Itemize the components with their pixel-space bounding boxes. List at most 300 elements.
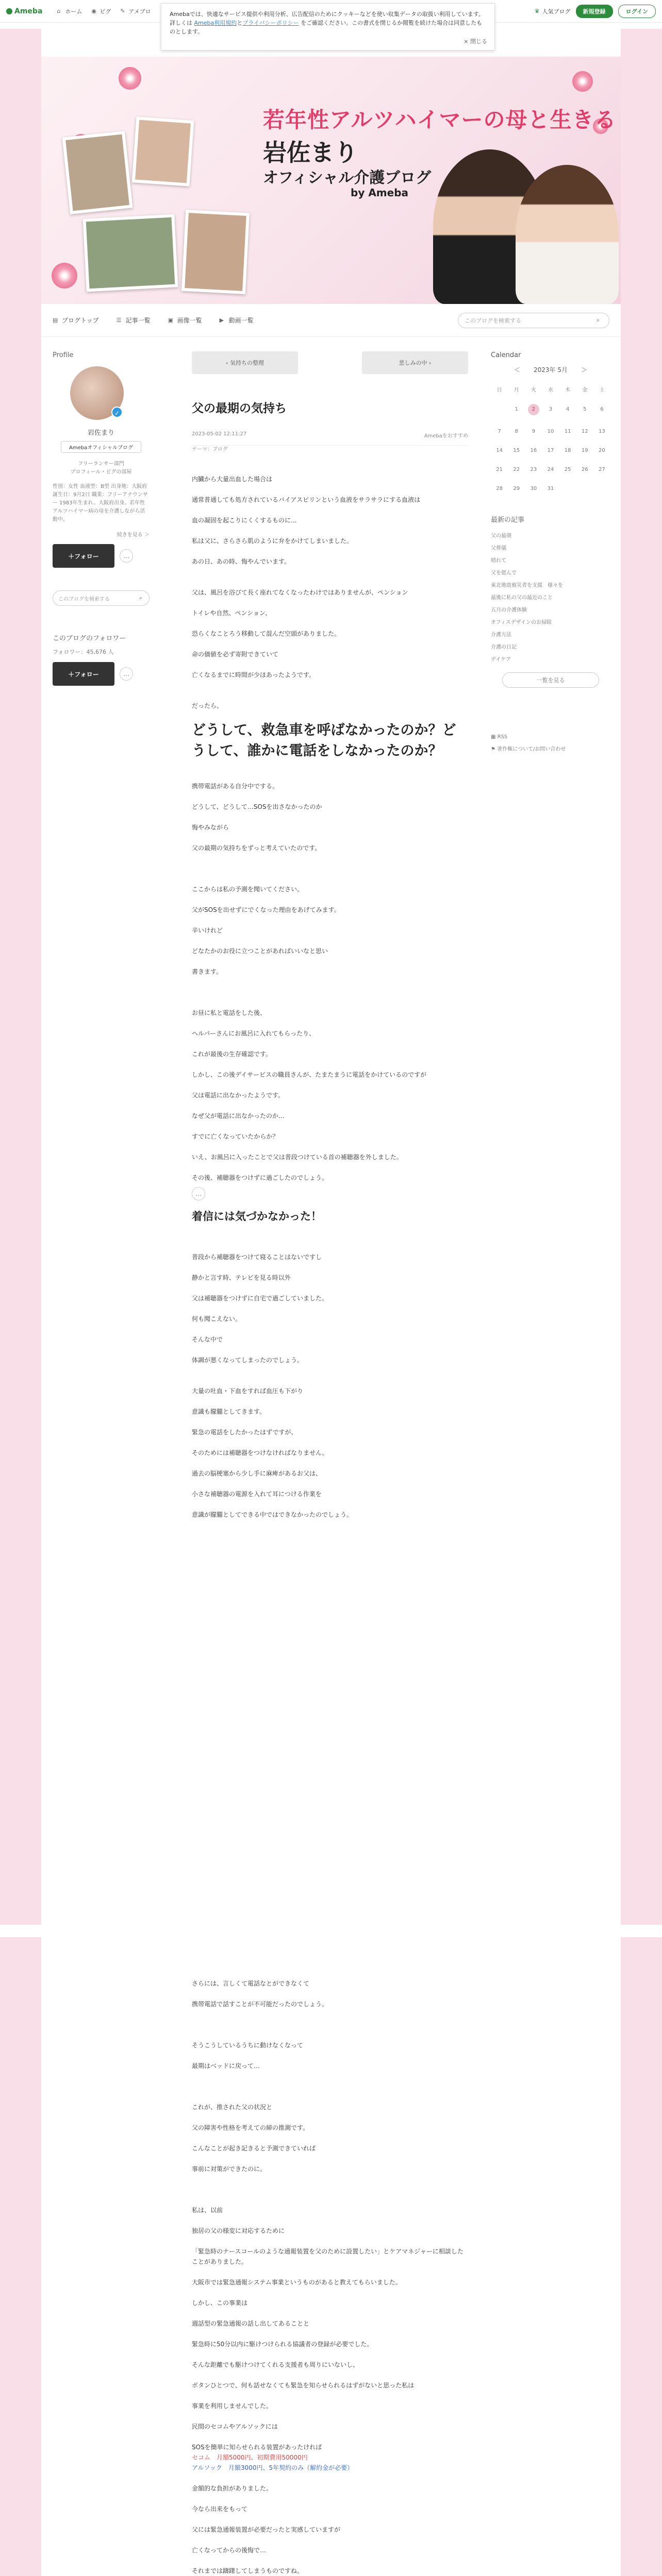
calendar-prev-button[interactable]: ＜ <box>514 366 520 374</box>
article-paragraph: ヘルパーさんにお風呂に入れてもらったり、 <box>192 1030 316 1037</box>
article-paragraph <box>192 936 468 946</box>
article-paragraph: 小さな補聴器の電源を入れて耳につける作業を <box>192 1490 322 1498</box>
article-paragraph: それまでは躊躇してしまうものですね。 <box>192 2567 304 2574</box>
article-paragraph: 大量の吐血・下血をすれば血圧も下がり <box>192 1387 304 1395</box>
popular-blog-link[interactable]: ♛ 人気ブログ <box>534 7 571 15</box>
calendar-weekday: 火 <box>531 387 536 393</box>
article-paragraph <box>192 1080 468 1090</box>
calendar-day-label: 10 <box>547 429 554 434</box>
article-paragraph <box>192 2555 468 2566</box>
article-paragraph <box>192 2215 468 2226</box>
prev-article-button[interactable]: ‹ 気持ちの整理 <box>192 351 298 374</box>
article-paragraph <box>192 987 468 997</box>
article-paragraph <box>192 2308 468 2318</box>
article-meta <box>192 431 468 446</box>
article-paragraph <box>192 1121 468 1131</box>
calendar-day[interactable] <box>593 429 610 434</box>
blossom-decoration <box>52 263 77 289</box>
article-paragraph: そんな中で <box>192 1336 223 1343</box>
header-tagline: 若年性アルツハイマーの母と生きる <box>263 107 617 132</box>
calendar-day[interactable] <box>508 467 525 472</box>
article-paragraph <box>192 1039 468 1049</box>
nav-ameblo[interactable]: ✎ アメブロ <box>120 7 151 15</box>
article-paragraph: 命の価値を必ず寄附できていて <box>192 651 279 658</box>
calendar-day[interactable] <box>576 429 593 434</box>
calendar-day[interactable] <box>593 406 610 415</box>
header-subtitle: オフィシャル介護ブログ <box>263 169 432 187</box>
article-paragraph <box>192 833 468 843</box>
calendar-day <box>593 486 610 492</box>
article-paragraph <box>192 812 468 822</box>
video-icon: ▶ <box>219 316 224 324</box>
article-section-5 <box>192 2473 468 2576</box>
article-paragraph: 書きます。 <box>192 968 223 975</box>
article-heading: どうして、救急車を呼ばなかったのか？どうして、誰かに電話をしなかったのか？ <box>192 722 456 759</box>
article-paragraph: だったら、 <box>192 702 223 709</box>
article-paragraph: ボタンひとつで、何も話せなくても緊急を知らせられるはずがないと思った私は <box>192 2382 415 2389</box>
nav-video-list[interactable]: ▶ 動画一覧 <box>219 316 254 324</box>
article-paragraph <box>192 639 468 649</box>
calendar-day[interactable] <box>559 448 576 453</box>
article-paragraph: 民間のセコムやアルソックには <box>192 2423 278 2430</box>
article-paragraph: 週話型の緊急通報の話し出してあることと <box>192 2320 310 2327</box>
calendar-day[interactable] <box>593 467 610 472</box>
calendar-day[interactable] <box>491 448 508 453</box>
follow-button[interactable]: ＋フォロー <box>53 544 114 568</box>
article-title[interactable]: 父の最期の気持ち <box>192 402 287 415</box>
nav-entry-list[interactable]: ☰ 記事一覧 <box>116 316 151 324</box>
article-paragraph: しかし、この後デイサービスの職員さんが、たまたまうに電話をかけているのですが <box>192 1071 427 1078</box>
calendar-day-label: 15 <box>513 448 520 453</box>
blog-container <box>41 29 621 1925</box>
follow-row <box>53 544 150 568</box>
calendar-day-label: 31 <box>547 486 554 492</box>
article-pager <box>192 351 468 374</box>
calendar-day-label: 28 <box>496 486 503 492</box>
article-paragraph: 緊急時に50分以内に駆けつけられる協議者の登録が必要でした。 <box>192 2341 373 2348</box>
article-paragraph <box>192 997 468 1008</box>
article-paragraph <box>192 659 468 670</box>
article-paragraph: その後、補聴器をつけずに過ごしたのでしょう。 <box>192 1174 328 1181</box>
rss-icon: ▦ <box>491 734 498 740</box>
calendar-day[interactable] <box>525 467 542 472</box>
calendar-weekday: 水 <box>548 387 553 393</box>
blog-search-input[interactable]: このブログを検索する ⌕ <box>458 313 609 328</box>
calendar-day[interactable] <box>491 429 508 434</box>
nav-blog-top[interactable]: ▤ ブログトップ <box>53 316 99 324</box>
avatar[interactable] <box>70 366 124 420</box>
article-paragraph <box>192 2174 468 2184</box>
article-paragraph: 事業を利用しませんでした。 <box>192 2402 273 2410</box>
calendar-day[interactable] <box>525 486 542 492</box>
article-paragraph <box>192 2535 468 2545</box>
calendar-day[interactable] <box>525 448 542 453</box>
calendar-day-label: 1 <box>515 406 518 412</box>
article-continued <box>192 1978 468 2576</box>
nav-pigg[interactable]: ◉ ピグ <box>91 7 111 15</box>
article-paragraph: 父は、風呂を浴びて長く座れてなくなったわけではありませんが、ペンション <box>192 589 408 596</box>
article-paragraph <box>192 1345 468 1355</box>
article-paragraph: SOSを簡単に知らせられる装置があったければ <box>192 2444 322 2451</box>
calendar-day-label: 6 <box>600 406 604 412</box>
article-paragraph: 普段から補聴器をつけて寝ることはないですし <box>192 1253 322 1261</box>
article-paragraph: 体調が悪くなってしまったのでしょう。 <box>192 1357 304 1364</box>
rss-link[interactable]: ▦ RSS <box>491 734 508 740</box>
terms-link[interactable]: Ameba利用規約 <box>194 20 237 26</box>
article-paragraph <box>192 2349 468 2360</box>
article-paragraph <box>192 1303 468 1314</box>
recent-entry-link[interactable]: 父葬儀 <box>491 546 506 551</box>
article-paragraph <box>192 2236 468 2246</box>
calendar-day[interactable] <box>525 406 542 415</box>
calendar-day[interactable] <box>576 406 593 415</box>
article-paragraph: こんなことが起き記きると予測できていれば <box>192 2145 316 2152</box>
article-paragraph <box>192 2494 468 2504</box>
article-paragraph: 父がSOSを出せずにでくなった理由をあげてみます。 <box>192 906 340 913</box>
article-paragraph <box>192 977 468 987</box>
chevron-right-icon: › <box>427 359 432 366</box>
article-paragraph: しかし、この事業は <box>192 2299 248 2307</box>
article-section-3 <box>192 1231 468 1520</box>
article-paragraph <box>192 1458 468 1468</box>
article-paragraph <box>192 1365 468 1376</box>
article-paragraph: どうして、どうして…SOSを出さなかったのか <box>192 803 322 810</box>
article-paragraph: 父の最期の気持ちをずっと考えていたのです。 <box>192 844 321 852</box>
left-sidebar <box>53 351 150 686</box>
signup-button[interactable]: 新規登録 <box>576 5 613 18</box>
article-paragraph <box>192 505 468 515</box>
article-paragraph: 事前に対策ができたのに。 <box>192 2165 267 2173</box>
recent-entry-link[interactable]: 父の最期 <box>491 533 511 539</box>
flag-icon: ⚑ <box>491 747 498 752</box>
nav-image-list[interactable]: ▣ 画像一覧 <box>168 316 202 324</box>
article-paragraph <box>192 1989 468 1999</box>
report-link[interactable]: ⚑ 著作権について/お問い合わせ <box>491 747 566 752</box>
blog-icon: ✎ <box>120 7 125 14</box>
author-portrait <box>516 165 619 304</box>
recent-entry-link[interactable]: デイケア <box>491 657 511 663</box>
calendar-grid <box>491 385 610 492</box>
global-nav <box>57 7 151 15</box>
article-paragraph <box>192 2184 468 2195</box>
article-body-continued <box>192 1978 468 2576</box>
article-theme[interactable]: テーマ：ブログ <box>192 447 228 452</box>
article-section-2 <box>192 771 468 1183</box>
calendar-weekday: 月 <box>514 387 519 393</box>
calendar-weekday: 日 <box>496 387 502 393</box>
sidebar-search-input[interactable]: このブログを検索する ⌕ <box>53 590 150 606</box>
article-paragraph <box>192 1396 468 1406</box>
calendar-day[interactable] <box>542 448 559 453</box>
article-paragraph: 父は電話に出なかったようです。 <box>192 1092 285 1099</box>
calendar-day-label: 19 <box>581 448 588 453</box>
recent-entry-link[interactable]: 五月の介護体験 <box>491 607 527 613</box>
article-paragraph: どなたかのお役に立つことがあればいいなと思い <box>192 947 328 955</box>
calendar-day-label: 23 <box>530 467 537 472</box>
article-paragraph <box>192 1437 468 1448</box>
article-paragraph <box>192 2133 468 2143</box>
calendar-day[interactable] <box>576 448 593 453</box>
recent-entry-link[interactable]: 介護の日記 <box>491 645 517 650</box>
cookie-close-button[interactable]: × 閉じる <box>464 38 487 45</box>
article-paragraph: 静かと言す時、テレビを見る時以外 <box>192 1274 291 1281</box>
calendar-day-label: 29 <box>513 486 520 492</box>
article-paragraph: 「緊急時のナースコールのような通報装置を父のために設置したい」とケアマネジャーに相談したことがありました。 <box>192 2248 464 2265</box>
article-paragraph: そんな距離でも駆けつけてくれる支援者も周りにいないし、 <box>192 2361 359 2368</box>
article-paragraph <box>192 1324 468 1334</box>
home-icon: ⌂ <box>57 7 61 14</box>
profile-description: 性別：女性 血液型：B型 出身地：大阪府 誕生日：9月2日 職業：フリーアナウンサー 1983年生まれ。大阪府出身。若年性アルツハイマー病の母を介護しながら活動中。 <box>53 484 148 522</box>
profile-readmore-link[interactable]: 続きを見る ＞ <box>117 532 150 538</box>
article-body <box>192 474 468 1520</box>
article-paragraph <box>192 2112 468 2123</box>
article-paragraph <box>192 1242 468 1252</box>
calendar-day[interactable] <box>508 448 525 453</box>
calendar-day-label: 4 <box>566 406 570 412</box>
price-alsok: アルソック 月額3000円、5年契約のみ（解約金が必要） <box>192 2464 354 2471</box>
article-paragraph <box>192 2411 468 2421</box>
article-paragraph: お昼に私と電話をした後、 <box>192 1009 267 1016</box>
calendar-day-label: 14 <box>496 448 503 453</box>
calendar-day[interactable] <box>491 467 508 472</box>
calendar-day[interactable] <box>593 448 610 453</box>
article-paragraph: すでに亡くなっていたからか？ <box>192 1133 279 1140</box>
article-paragraph: これが、推された父の状況と <box>192 2104 273 2111</box>
article-paragraph <box>192 2267 468 2277</box>
article-paragraph <box>192 2370 468 2380</box>
article-paragraph: 意識が朦朧としてできる中ではできなかったのでしょう。 <box>192 1511 353 1518</box>
article-paragraph: さらには、言しくて電話なとができなくて <box>192 1980 310 1987</box>
article-paragraph: 私は、以前 <box>192 2207 223 2214</box>
cookie-consent-popup: Amebaでは、快適なサービス提供や利用分析、広告配信のためにクッキーなどを使い収集データの取扱い利用しています。詳しくは Ameba利用規約とプライバシーポリシー をご確認ください。この書式を閉じるか閲覧を続けた場合は同意したものとします。 × 閉じる <box>161 3 495 50</box>
list-icon: ☰ <box>116 316 122 324</box>
article-paragraph <box>192 2071 468 2081</box>
article-paragraph <box>192 484 468 495</box>
article-paragraph <box>192 2473 468 2483</box>
footer-links <box>491 731 610 756</box>
page-gap <box>0 1925 662 1937</box>
follower-heading: このブログのフォロワー <box>53 635 126 642</box>
family-photo <box>62 131 133 214</box>
article-paragraph <box>192 2391 468 2401</box>
login-button[interactable]: ログイン <box>618 5 656 18</box>
article-paragraph: トイレや自然、ペンション、 <box>192 609 271 617</box>
recent-heading: 最新の記事 <box>491 516 525 524</box>
search-icon[interactable]: ⌕ <box>139 595 143 601</box>
article-section-1 <box>192 474 468 711</box>
article-paragraph: あの日、あの時、悔やんでいます。 <box>192 558 291 565</box>
recent-entry-link[interactable]: 東北地震被災者を支援 様々を <box>491 583 563 588</box>
article-paragraph <box>192 526 468 536</box>
calendar-day-label: 16 <box>530 448 537 453</box>
article-paragraph: 血の凝固を起こりにくくするものに... <box>192 517 297 524</box>
calendar-day[interactable] <box>542 406 559 415</box>
official-blog-badge[interactable]: Amebaオフィシャルブログ <box>61 441 141 453</box>
article-paragraph <box>192 2287 468 2298</box>
calendar-day-label: 21 <box>496 467 503 472</box>
article-paragraph: 私は父に、さらさら肌のように弁をかけてしまいました。 <box>192 537 353 545</box>
article-paragraph: 何も聞こえない。 <box>192 1315 242 1323</box>
calendar-day-label: 17 <box>547 448 554 453</box>
calendar-day-label: 22 <box>513 467 520 472</box>
recent-entry-link[interactable]: 最後に私の父の最近のこと <box>491 595 553 601</box>
blossom-decoration <box>572 71 593 92</box>
share-button[interactable]: Amebaをおすすめ <box>424 433 468 439</box>
article-paragraph: 今なら出来をもって <box>192 2505 248 2513</box>
article-paragraph <box>192 1231 468 1242</box>
calendar-day[interactable] <box>559 467 576 472</box>
recent-entry-link[interactable]: 晴れて <box>491 558 506 564</box>
article-paragraph: そうこうしているうちに動けなくなって <box>192 2042 304 2049</box>
ameba-logo[interactable]: Ameba <box>6 7 42 15</box>
calendar-day[interactable] <box>508 486 525 492</box>
article-paragraph: そのためには補聴器をつけなければなりません。 <box>192 1449 328 1456</box>
article-paragraph <box>192 2020 468 2030</box>
nav-home[interactable]: ⌂ ホーム <box>57 7 82 15</box>
article-paragraph <box>192 1018 468 1028</box>
article-paragraph <box>192 2030 468 2040</box>
blog-container-continued <box>41 1937 621 2576</box>
family-photo <box>132 116 194 187</box>
article-paragraph <box>192 2009 468 2020</box>
calendar-day[interactable] <box>508 429 525 434</box>
article-paragraph: 父は補聴器をつけずに自宅で過ごしていました。 <box>192 1295 328 1302</box>
global-header-actions <box>534 5 656 18</box>
calendar-day[interactable] <box>542 486 559 492</box>
header-author: 岩佐まり <box>263 139 358 166</box>
article-paragraph: これが最後の生存確認です。 <box>192 1050 272 1058</box>
article-paragraph <box>192 2154 468 2164</box>
article-paragraph <box>192 2514 468 2524</box>
article-paragraph <box>192 1262 468 1273</box>
article-paragraph <box>192 2432 468 2442</box>
article-paragraph: 金額的な負担がありました。 <box>192 2485 273 2492</box>
calendar-day[interactable] <box>525 429 542 434</box>
calendar-day-label: 20 <box>599 448 605 453</box>
article-paragraph <box>192 2050 468 2061</box>
calendar-day-label: 13 <box>599 429 605 434</box>
article-paragraph <box>192 1499 468 1510</box>
more-options-icon[interactable]: … <box>192 1187 205 1200</box>
article-paragraph: 悔やみながら <box>192 824 229 831</box>
calendar-weekday: 木 <box>565 387 571 393</box>
price-secom: セコム 月額5000円、初期費用50000円 <box>192 2454 308 2461</box>
article-paragraph <box>192 874 468 884</box>
calendar-weekday: 金 <box>582 387 588 393</box>
calendar-day-label: 25 <box>564 467 571 472</box>
calendar-day[interactable] <box>576 467 593 472</box>
calendar-month: 2023年 5月 <box>534 366 568 374</box>
article-paragraph <box>192 1376 468 1386</box>
calendar-day-label: 27 <box>599 467 605 472</box>
article-paragraph <box>192 791 468 802</box>
article-paragraph: 父には緊急通報装置が必要だったと実感していますが <box>192 2526 341 2533</box>
calendar-day-label: 24 <box>547 467 554 472</box>
article-paragraph <box>192 680 468 690</box>
blog-header-image[interactable] <box>41 57 621 304</box>
calendar-day-label: 12 <box>581 429 588 434</box>
article-paragraph <box>192 1283 468 1293</box>
article-paragraph <box>192 915 468 925</box>
article-paragraph <box>192 863 468 874</box>
article-paragraph: 緊急の電話をしたかったはずですが、 <box>192 1429 297 1436</box>
calendar-day-label: 11 <box>564 429 571 434</box>
article-paragraph <box>192 618 468 629</box>
article-paragraph <box>192 690 468 701</box>
calendar-day[interactable] <box>508 406 525 415</box>
right-sidebar <box>491 351 610 756</box>
calendar-day-label: 2 <box>528 404 539 415</box>
article-paragraph <box>192 1100 468 1111</box>
calendar-day-label: 30 <box>530 486 537 492</box>
calendar-day[interactable] <box>542 467 559 472</box>
article-paragraph: 最期はベッドに戻って… <box>192 2062 260 2070</box>
blossom-decoration <box>119 67 141 90</box>
article-paragraph <box>192 853 468 863</box>
calendar-nav <box>491 365 610 374</box>
privacy-link[interactable]: プライバシーポリシー <box>242 20 299 26</box>
article-paragraph <box>192 2092 468 2102</box>
family-photo <box>82 214 178 292</box>
crown-icon: ♛ <box>534 7 540 14</box>
recent-entry-link[interactable]: オフィスデザインのお掃除 <box>491 620 552 625</box>
calendar-next-button[interactable]: ＞ <box>581 366 588 374</box>
profile-name[interactable]: 岩佐まり <box>87 429 114 437</box>
view-all-button[interactable]: 一覧を見る <box>502 672 599 688</box>
article-paragraph <box>192 2329 468 2339</box>
article-paragraph <box>192 2195 468 2205</box>
blog-nav <box>41 304 621 337</box>
header-by-ameba: by Ameba <box>351 187 409 199</box>
home-icon: ▤ <box>53 316 58 324</box>
article-paragraph: 携帯電話がある自分中でする。 <box>192 783 279 790</box>
calendar-day-label: 7 <box>498 429 501 434</box>
article-paragraph: 大阪市では緊急通報システム事業というものがあると教えてもらいました。 <box>192 2279 402 2286</box>
article-paragraph <box>192 598 468 608</box>
recent-entry-link[interactable]: 父を偲んで <box>491 570 517 576</box>
calendar-day[interactable] <box>542 429 559 434</box>
calendar-day-label: 5 <box>583 406 587 412</box>
article-paragraph <box>192 1479 468 1489</box>
calendar-day[interactable] <box>491 486 508 492</box>
recent-entry-link[interactable]: 介護方法 <box>491 632 511 638</box>
search-icon[interactable]: ⌕ <box>597 316 600 324</box>
more-options-icon[interactable]: … <box>120 667 133 681</box>
article-heading: 着信には気づかなかった！ <box>192 1210 322 1223</box>
calendar-heading: Calendar <box>491 351 521 359</box>
calendar-day[interactable] <box>559 406 576 415</box>
article-paragraph <box>192 2081 468 2092</box>
chevron-left-icon: ‹ <box>226 359 230 366</box>
recent-list <box>491 530 610 666</box>
follow-button-2[interactable]: ＋フォロー <box>53 662 114 686</box>
calendar-day[interactable] <box>559 429 576 434</box>
calendar-day-label: 18 <box>564 448 571 453</box>
article-paragraph <box>192 1162 468 1173</box>
article-paragraph <box>192 1142 468 1152</box>
article-paragraph: いえ、お風呂に入ったことで父は普段つけている首の補聴器を外しました。 <box>192 1154 403 1161</box>
calendar-day-label: 3 <box>549 406 553 412</box>
follower-count[interactable]: フォロワー：45,676 人 <box>53 649 114 655</box>
more-options-icon[interactable]: … <box>120 549 133 563</box>
calendar-day-label: 8 <box>515 429 518 434</box>
article-paragraph <box>192 1417 468 1427</box>
calendar-day <box>576 486 593 492</box>
image-icon: ▣ <box>168 316 174 324</box>
calendar-day <box>491 406 508 415</box>
next-article-button[interactable]: 悲しみの中 › <box>362 351 468 374</box>
verified-badge-icon: ✓ <box>111 406 123 418</box>
